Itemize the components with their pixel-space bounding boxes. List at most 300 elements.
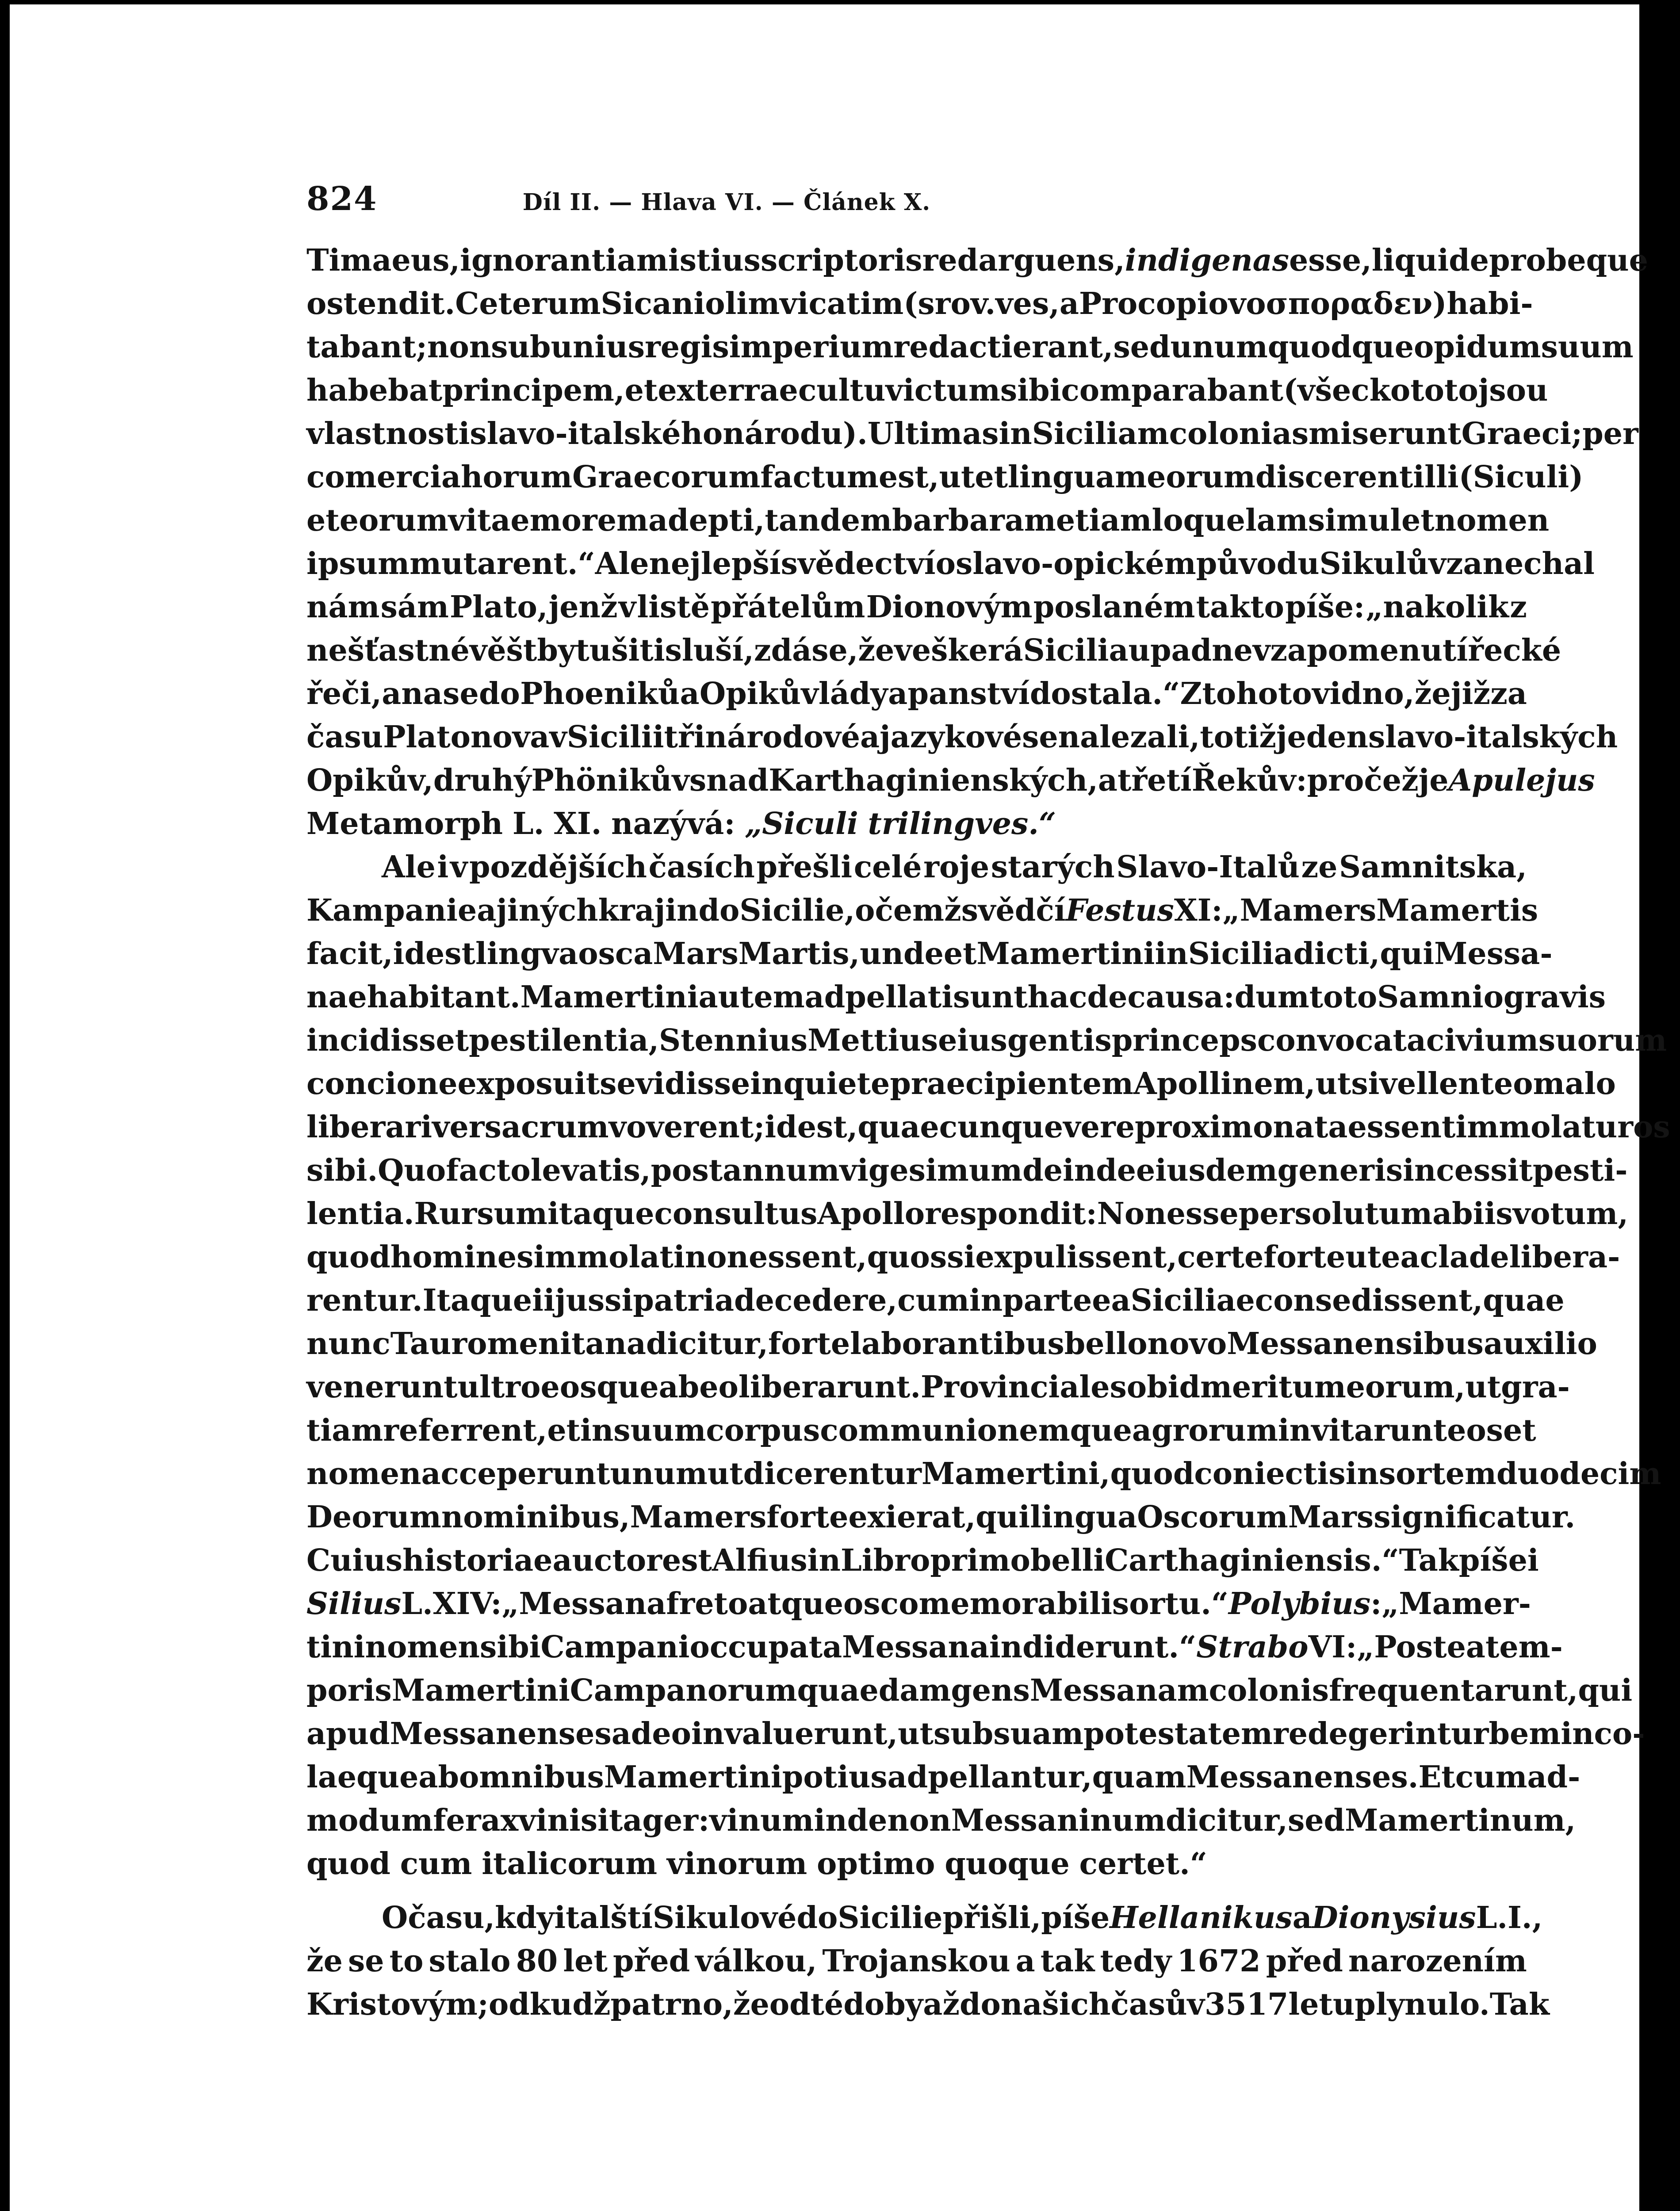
text-line	[306, 1756, 1581, 1799]
word: panství	[907, 676, 1030, 711]
word	[1110, 1896, 1292, 1939]
word: adpellantur,	[887, 1760, 1092, 1795]
word: bello	[1064, 1326, 1148, 1362]
word: cum	[1455, 1760, 1527, 1795]
word: a	[1098, 763, 1117, 798]
scan-border-left	[0, 0, 10, 2211]
word: sám	[380, 589, 449, 625]
word: essent,	[748, 1239, 867, 1275]
word: i	[437, 849, 449, 885]
word: starých	[991, 849, 1115, 885]
word: 3517	[1205, 1987, 1289, 2022]
word: gens	[951, 1673, 1030, 1708]
word: sibi	[1000, 373, 1061, 408]
word: quod	[306, 1846, 390, 1882]
word: „Postea	[1357, 1630, 1485, 1665]
word: occupata	[689, 1630, 842, 1665]
word: nunc	[306, 1326, 390, 1362]
word: veškerá	[894, 633, 1023, 668]
word: nejlepší	[649, 546, 781, 581]
word: nazývá:	[611, 806, 735, 842]
word: incessit	[1403, 1153, 1533, 1188]
word: se	[348, 1943, 384, 1979]
word: inco-	[1561, 1716, 1645, 1752]
word: qui	[976, 1500, 1030, 1535]
word: ab	[658, 1369, 700, 1405]
word: habebat	[306, 373, 443, 408]
word: Timaeus,	[306, 243, 460, 278]
word: ut	[1315, 1066, 1351, 1102]
word: cum	[897, 1283, 969, 1318]
word: sub	[934, 1716, 994, 1752]
word: invaluerunt,	[691, 1716, 898, 1752]
word: abiis	[1432, 1196, 1513, 1232]
word: národové	[705, 719, 860, 755]
word: kdy	[495, 1900, 555, 1936]
text-line	[306, 455, 1584, 499]
word: belli	[1030, 1543, 1105, 1578]
word: se,	[811, 633, 858, 668]
word: slavo-opickém	[955, 546, 1196, 581]
text-line	[306, 1712, 1645, 1756]
word: probeque	[1489, 243, 1648, 278]
word: imperium	[729, 329, 894, 365]
word: esse,	[1289, 243, 1372, 278]
word: dicitur,	[646, 1326, 768, 1362]
word: qui	[1380, 936, 1435, 972]
word: nomen	[306, 1456, 421, 1492]
word: nae	[306, 979, 367, 1015]
word: terrae	[695, 373, 798, 408]
word: regis	[644, 329, 729, 365]
word: celé	[853, 849, 922, 885]
word: o	[855, 893, 875, 928]
word: et	[1503, 1413, 1536, 1448]
word: ob	[1126, 1369, 1168, 1405]
italic-text: Strabo	[1196, 1630, 1309, 1665]
word: lingva	[475, 936, 578, 972]
word: et	[624, 373, 658, 408]
word: concione	[306, 1066, 458, 1102]
text-line	[306, 1539, 1539, 1582]
word: unum	[610, 1456, 708, 1492]
word	[868, 802, 1056, 845]
word: řecké	[1468, 633, 1561, 668]
page-number: 824	[306, 180, 378, 218]
word: potius	[782, 1760, 888, 1795]
word: a	[1015, 1943, 1035, 1979]
word: referrent,	[383, 1413, 547, 1448]
word: jiných	[496, 893, 598, 928]
word: Sikulové	[652, 1900, 797, 1936]
word: stalo	[429, 1943, 511, 1979]
word: italicorum	[482, 1846, 658, 1882]
word: atque	[748, 1586, 844, 1622]
word: homines	[390, 1239, 534, 1275]
word: (srov.	[903, 286, 996, 321]
word: forte	[768, 1326, 850, 1362]
word: L.	[1476, 1900, 1508, 1936]
word: qui	[1578, 1673, 1633, 1708]
word: ut	[1465, 1369, 1501, 1405]
word: Sicilia	[1188, 936, 1293, 972]
word: factum	[760, 459, 879, 495]
word: laeque	[306, 1760, 419, 1795]
word: certe	[1177, 1239, 1264, 1275]
word: immolati	[533, 1239, 685, 1275]
text-line	[306, 932, 1553, 975]
word: lingua	[1030, 1500, 1137, 1535]
text-line	[306, 889, 1538, 932]
word: suam	[993, 1716, 1084, 1752]
word: colonias	[1169, 416, 1309, 451]
word: vlády	[801, 676, 888, 711]
word: vinum	[709, 1803, 814, 1838]
word: habi-	[1447, 286, 1533, 321]
word: té	[810, 1987, 844, 2022]
word: XI:	[1174, 893, 1223, 928]
word: suorum	[1538, 1023, 1667, 1058]
word: non	[685, 1239, 749, 1275]
word: Mamertini,	[921, 1456, 1110, 1492]
word: urbem	[1451, 1716, 1561, 1752]
word: že	[733, 1987, 769, 2022]
word: tini	[306, 1630, 365, 1665]
word: persolutum	[1238, 1196, 1433, 1232]
word: sacrum	[484, 1109, 609, 1145]
word: annum	[723, 1153, 840, 1188]
word: et	[1401, 503, 1435, 538]
word: et	[975, 459, 1008, 495]
word: et	[306, 503, 340, 538]
word: Provinciales	[921, 1369, 1127, 1405]
word: „Messana	[501, 1586, 666, 1622]
word: italští	[554, 1900, 653, 1936]
word: adpellati	[804, 979, 953, 1015]
word: olim	[705, 286, 780, 321]
word	[745, 802, 858, 845]
word: Opikův,	[306, 763, 433, 798]
word: eo	[699, 1369, 739, 1405]
word: Ale	[595, 546, 649, 581]
body-text	[306, 239, 1670, 2026]
word: in	[999, 416, 1032, 451]
word: unum	[1170, 329, 1268, 365]
word: principem,	[442, 373, 625, 408]
word: modum	[306, 1803, 433, 1838]
word: zdá	[754, 633, 812, 668]
word: liberari	[306, 1109, 432, 1145]
word: se	[600, 1066, 636, 1102]
word: ipsum	[306, 546, 410, 581]
word: řeči,	[306, 676, 382, 711]
word: civium	[1426, 1023, 1538, 1058]
word: in	[1155, 936, 1188, 972]
word: Polybius:	[1228, 1586, 1382, 1622]
word: Procopiovo	[1079, 286, 1266, 321]
word: meritum	[1200, 1369, 1346, 1405]
word: Slavo-Italů	[1116, 849, 1300, 885]
word: pesti-	[1532, 1153, 1628, 1188]
word: Siciliam	[1032, 416, 1169, 451]
word: Mamers	[630, 1500, 767, 1535]
word: rentur.	[306, 1283, 423, 1318]
word: Sikulův	[1319, 546, 1446, 581]
word: Kristovým;	[306, 1987, 489, 2022]
word: eiusdem	[1136, 1153, 1278, 1188]
word: a	[860, 719, 880, 755]
word: jazykové	[880, 719, 1022, 755]
word: indiderunt.“	[989, 1630, 1197, 1665]
word: Sicilie,	[739, 893, 855, 928]
word: sit	[580, 1803, 623, 1838]
word: sed	[1113, 329, 1171, 365]
text-line	[306, 715, 1618, 759]
word: gra-	[1501, 1369, 1570, 1405]
word: opidum	[1413, 329, 1541, 365]
word: voverent;	[608, 1109, 765, 1145]
word: 1672	[1177, 1943, 1261, 1979]
word: deinde	[1022, 1153, 1137, 1188]
word: vellent	[1379, 1066, 1494, 1102]
word: vini	[518, 1803, 581, 1838]
word: unde	[860, 936, 944, 972]
text-line	[306, 1062, 1616, 1106]
word: XIV:	[432, 1586, 502, 1622]
word: libera-	[1509, 1239, 1620, 1275]
word: ab	[418, 1760, 459, 1795]
word: za	[1490, 676, 1527, 711]
word: je	[1418, 763, 1449, 798]
text-line	[306, 1496, 1576, 1539]
word: princeps	[1111, 1023, 1257, 1058]
word: eosque	[540, 1369, 659, 1405]
word: cum	[400, 1846, 472, 1882]
word: Ceterum	[455, 286, 601, 321]
word: Trojanskou	[822, 1943, 1010, 1979]
word: zapomenutí	[1270, 633, 1468, 668]
word: Samnitska,	[1339, 849, 1527, 885]
word: přišli,	[942, 1900, 1041, 1936]
word: tandem	[765, 503, 892, 538]
word: Z	[1180, 676, 1202, 711]
word: ignorantiam	[460, 243, 668, 278]
word: novo	[1147, 1326, 1227, 1362]
word: vicatim	[780, 286, 904, 321]
word: nomen	[365, 1630, 480, 1665]
word: colonis	[1209, 1673, 1329, 1708]
word: Sicilii	[566, 719, 664, 755]
text-line	[306, 1582, 1531, 1626]
word: L.	[512, 806, 544, 842]
word: post	[651, 1153, 723, 1188]
word: Mars	[653, 936, 739, 972]
word: in	[807, 1543, 841, 1578]
word: ii	[532, 1283, 555, 1318]
word: patrno,	[610, 1987, 733, 2022]
word: Oscorum	[1137, 1500, 1288, 1535]
word: causa:	[1127, 979, 1235, 1015]
text-line	[306, 1106, 1670, 1149]
word: gentis	[1007, 1023, 1112, 1058]
word: respondit:	[925, 1196, 1097, 1232]
word: ex	[658, 373, 695, 408]
text-line	[306, 1366, 1570, 1409]
word: Martis,	[738, 936, 860, 972]
word: „Mamer-	[1382, 1586, 1531, 1622]
word: osca	[578, 936, 653, 972]
word: immolaturos	[1455, 1109, 1670, 1145]
word: Messanenses	[390, 1716, 612, 1752]
word: ver	[432, 1109, 485, 1145]
word: vinorum	[666, 1846, 807, 1882]
word: non	[427, 329, 491, 365]
word: až	[923, 1987, 960, 2022]
scan-border-top	[0, 0, 1680, 4]
word: tiam	[306, 1413, 383, 1448]
word: etiam	[1056, 503, 1152, 538]
text-line	[306, 1626, 1563, 1669]
word: laborantibus	[850, 1326, 1064, 1362]
word: quoque	[945, 1846, 1070, 1882]
word: před	[612, 1943, 690, 1979]
word: linguam	[1008, 459, 1147, 495]
word: v	[549, 719, 567, 755]
word: lentia.	[306, 1196, 414, 1232]
word: Non	[1097, 1196, 1167, 1232]
word: freto	[666, 1586, 748, 1622]
word: Et	[1418, 1760, 1455, 1795]
text-line	[306, 1842, 1527, 1886]
text-line	[306, 1279, 1565, 1322]
word: hac	[1027, 979, 1087, 1015]
word: a	[1059, 286, 1079, 321]
word: Karthaginienských,	[769, 763, 1098, 798]
word: et	[547, 1413, 580, 1448]
word: in	[750, 1066, 784, 1102]
word: est,	[797, 1109, 858, 1145]
word: slavo-italských	[1368, 719, 1618, 755]
italic-text: Polybius	[1228, 1586, 1371, 1622]
word: m	[516, 1196, 547, 1232]
word: memorabilis	[918, 1586, 1129, 1622]
word: z	[1510, 589, 1527, 625]
word: „nakolik	[1366, 589, 1509, 625]
word: toto	[1410, 373, 1478, 408]
word: upadne	[1128, 633, 1253, 668]
word	[1066, 889, 1174, 932]
word: v	[450, 849, 468, 885]
word: loquelam	[1152, 503, 1308, 538]
italic-text: Silius	[306, 1586, 402, 1622]
text-line	[306, 369, 1548, 412]
word: autem	[698, 979, 805, 1015]
word: inde	[814, 1803, 888, 1838]
word: krajin	[598, 893, 699, 928]
word: dicitur,	[1165, 1803, 1288, 1838]
word: Mars	[1288, 1500, 1374, 1535]
word: o	[935, 546, 956, 581]
word: jsou	[1478, 373, 1548, 408]
word: primo	[930, 1543, 1030, 1578]
word: ortu.“	[1129, 1586, 1229, 1622]
text-line	[306, 1019, 1667, 1062]
word: ultro	[457, 1369, 541, 1405]
word: Apollinem,	[1133, 1066, 1316, 1102]
word: eorum	[339, 503, 448, 538]
word: consedissent,	[1255, 1283, 1483, 1318]
word: do	[698, 893, 740, 928]
word: jenž	[548, 589, 618, 625]
word: Dionovým	[866, 589, 1033, 625]
word: Samnio	[1377, 979, 1504, 1015]
word: tušiti	[575, 633, 665, 668]
text-line	[306, 629, 1561, 672]
word: ea	[1092, 1283, 1131, 1318]
word: časův	[1110, 1987, 1205, 2022]
word: malo	[1533, 1066, 1616, 1102]
word: quiete	[783, 1066, 890, 1102]
word: původu	[1196, 546, 1320, 581]
word: tak	[1040, 1943, 1095, 1979]
word: eos	[1447, 1413, 1504, 1448]
word: čemž	[875, 893, 961, 928]
word: před	[1266, 1943, 1343, 1979]
word	[1312, 1896, 1476, 1939]
word: esse	[1166, 1196, 1239, 1232]
word: mutarent.“	[409, 546, 595, 581]
word: že	[1414, 676, 1451, 711]
word: sub	[491, 329, 551, 365]
word: dicerentur	[743, 1456, 922, 1492]
text-line	[306, 759, 1595, 802]
word: est	[662, 1543, 712, 1578]
word: Mamertini	[520, 979, 699, 1015]
word: listě	[637, 589, 710, 625]
word: exposuit	[457, 1066, 600, 1102]
text-line	[306, 845, 1527, 889]
word: certet.“	[1079, 1846, 1207, 1882]
word: morem	[529, 503, 648, 538]
italic-text: Festus	[1065, 893, 1174, 928]
word: dostala.“	[1029, 676, 1180, 711]
word: Mamertini	[976, 936, 1155, 972]
word: ut	[898, 1716, 934, 1752]
word: frequentarunt,	[1329, 1673, 1578, 1708]
word: essent	[1347, 1109, 1456, 1145]
word: nalezali,	[1058, 719, 1200, 755]
word: patria	[633, 1283, 735, 1318]
word: invitarunt	[1278, 1413, 1447, 1448]
word: let	[1288, 1987, 1333, 2022]
text-line	[306, 1983, 1550, 2026]
word: snad	[689, 763, 769, 798]
word: 80	[516, 1943, 558, 1979]
word: consultus	[654, 1196, 818, 1232]
word: sunt	[953, 979, 1028, 1015]
text-line	[306, 1236, 1620, 1279]
text-line	[306, 1149, 1628, 1192]
word: vigesimum	[839, 1153, 1023, 1188]
italic-text: trilingves.“	[868, 806, 1056, 842]
italic-text: „Siculi	[745, 806, 858, 842]
text-line	[306, 239, 1648, 282]
text-line	[306, 672, 1527, 715]
word: Platonova	[383, 719, 550, 755]
word: do	[959, 1987, 1001, 2022]
word: pestilentia,	[469, 1023, 659, 1058]
word: potestatem	[1083, 1716, 1273, 1752]
